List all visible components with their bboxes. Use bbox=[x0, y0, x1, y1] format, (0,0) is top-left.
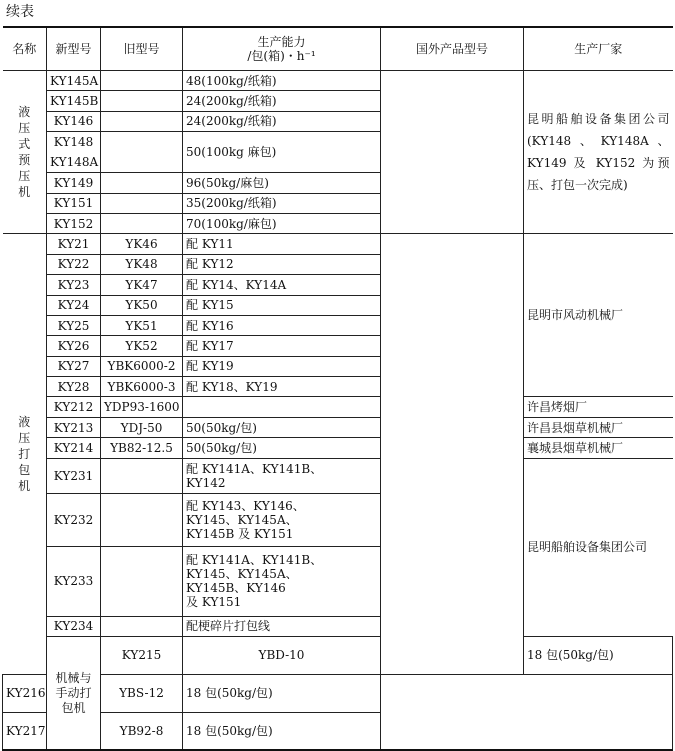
col-header-old-model: 旧型号 bbox=[101, 27, 183, 71]
manufacturer-text: 昆明船舶设备集团公司(KY148、KY148A、KY149 及 KY152 为预压、打包一次完成) bbox=[527, 112, 670, 193]
new-model-cell: KY213 bbox=[47, 417, 101, 437]
old-model-cell bbox=[101, 616, 183, 636]
new-model-cell: KY216 bbox=[3, 674, 47, 712]
header-row bbox=[3, 27, 673, 71]
col-header-manufacturer: 生产厂家 bbox=[524, 27, 673, 71]
capacity-cell: 18 包(50kg/包) bbox=[524, 637, 673, 675]
new-model-cell: KY212 bbox=[47, 397, 101, 417]
new-model-cell: KY145A bbox=[47, 71, 101, 91]
capacity-cell: 35(200kg/纸箱) bbox=[183, 193, 381, 213]
new-model-cell: KY23 bbox=[47, 275, 101, 295]
table-caption: 续表 bbox=[6, 4, 34, 20]
manufacturer-cell: 许昌烤烟厂 bbox=[524, 397, 673, 417]
old-model-cell: YB82-12.5 bbox=[101, 438, 183, 458]
old-model-cell: YK46 bbox=[101, 234, 183, 254]
old-model-cell bbox=[101, 493, 183, 546]
old-model-cell bbox=[101, 213, 183, 233]
capacity-cell: 70(100kg/麻包) bbox=[183, 213, 381, 233]
new-model-cell: KY28 bbox=[47, 377, 101, 397]
old-model-cell: YB92-8 bbox=[101, 712, 183, 750]
capacity-cell: 配 KY143、KY146、 KY145、KY145A、 KY145B 及 KY151 bbox=[183, 493, 381, 546]
col-header-name: 名称 bbox=[3, 27, 47, 71]
capacity-cell: 24(200kg/纸箱) bbox=[183, 91, 381, 111]
group-name: 液压打包机 bbox=[18, 415, 31, 494]
capacity-cell: 配 KY12 bbox=[183, 254, 381, 274]
capacity-cell: 50(100kg 麻包) bbox=[183, 132, 381, 173]
foreign-model-cell bbox=[381, 234, 524, 675]
new-model-cell: KY234 bbox=[47, 616, 101, 636]
old-model-cell bbox=[101, 546, 183, 616]
table-row bbox=[3, 712, 673, 750]
new-model-cell: KY145B bbox=[47, 91, 101, 111]
new-model-cell: KY21 bbox=[47, 234, 101, 254]
table-row bbox=[3, 71, 673, 91]
col-header-new-model: 新型号 bbox=[47, 27, 101, 71]
old-model-cell bbox=[101, 91, 183, 111]
new-model-cell: KY24 bbox=[47, 295, 101, 315]
new-model-cell: KY152 bbox=[47, 213, 101, 233]
old-model-cell: YBK6000-2 bbox=[101, 356, 183, 376]
table-row bbox=[3, 674, 673, 712]
new-model-cell: KY232 bbox=[47, 493, 101, 546]
old-model-cell bbox=[101, 71, 183, 91]
capacity-cell: 配 KY15 bbox=[183, 295, 381, 315]
capacity-cell: 18 包(50kg/包) bbox=[183, 712, 381, 750]
table-row bbox=[3, 458, 673, 493]
capacity-cell: 配 KY18、KY19 bbox=[183, 377, 381, 397]
group-name-cell bbox=[47, 637, 101, 751]
new-model-cell: KY149 bbox=[47, 173, 101, 193]
capacity-header-line1: 生产能力 bbox=[257, 35, 306, 49]
old-model-cell: YBD-10 bbox=[183, 637, 381, 675]
old-model-cell: YBS-12 bbox=[101, 674, 183, 712]
spec-table bbox=[2, 26, 673, 751]
old-model-cell bbox=[101, 132, 183, 173]
col-header-foreign-model: 国外产品型号 bbox=[381, 27, 524, 71]
capacity-cell: 96(50kg/麻包) bbox=[183, 173, 381, 193]
table-row bbox=[3, 438, 673, 458]
old-model-cell bbox=[101, 193, 183, 213]
capacity-cell: 配 KY19 bbox=[183, 356, 381, 376]
old-model-cell: YK47 bbox=[101, 275, 183, 295]
old-model-cell: YK52 bbox=[101, 336, 183, 356]
old-model-cell: YDJ-50 bbox=[101, 417, 183, 437]
capacity-cell bbox=[183, 397, 381, 417]
group-name-cell bbox=[3, 234, 47, 675]
capacity-cell: 50(50kg/包) bbox=[183, 417, 381, 437]
capacity-header-line2: /包(箱)・h⁻¹ bbox=[247, 49, 316, 63]
old-model-cell: YDP93-1600 bbox=[101, 397, 183, 417]
capacity-cell: 18 包(50kg/包) bbox=[183, 674, 381, 712]
manufacturer-cell: 襄城县烟草机械厂 bbox=[524, 438, 673, 458]
capacity-cell: 配 KY11 bbox=[183, 234, 381, 254]
capacity-cell: 配 KY141A、KY141B、 KY142 bbox=[183, 458, 381, 493]
new-model-cell: KY151 bbox=[47, 193, 101, 213]
table-row bbox=[3, 417, 673, 437]
table-row bbox=[3, 234, 673, 254]
capacity-cell: 配 KY14、KY14A bbox=[183, 275, 381, 295]
new-model-cell: KY27 bbox=[47, 356, 101, 376]
group-name: 机械与手动打包机 bbox=[55, 670, 92, 715]
capacity-cell: 48(100kg/纸箱) bbox=[183, 71, 381, 91]
capacity-cell: 24(200kg/纸箱) bbox=[183, 111, 381, 131]
new-model-cell: KY233 bbox=[47, 546, 101, 616]
capacity-cell: 配 KY141A、KY141B、 KY145、KY145A、 KY145B、KY146 及 KY151 bbox=[183, 546, 381, 616]
capacity-cell: 配梗碎片打包线 bbox=[183, 616, 381, 636]
col-header-capacity bbox=[183, 27, 381, 71]
new-model-cell: KY148 KY148A bbox=[47, 132, 101, 173]
manufacturer-cell bbox=[524, 71, 673, 234]
new-model-cell: KY231 bbox=[47, 458, 101, 493]
old-model-cell: YK50 bbox=[101, 295, 183, 315]
old-model-cell bbox=[101, 111, 183, 131]
new-model-cell: KY214 bbox=[47, 438, 101, 458]
capacity-cell: 配 KY17 bbox=[183, 336, 381, 356]
table-row bbox=[3, 397, 673, 417]
capacity-cell: 配 KY16 bbox=[183, 315, 381, 335]
new-model-cell: KY215 bbox=[101, 637, 183, 675]
manufacturer-cell: 昆明船舶设备集团公司 bbox=[524, 458, 673, 636]
old-model-cell: YBK6000-3 bbox=[101, 377, 183, 397]
old-model-cell bbox=[101, 173, 183, 193]
new-model-cell: KY26 bbox=[47, 336, 101, 356]
new-model-cell: KY25 bbox=[47, 315, 101, 335]
old-model-cell: YK48 bbox=[101, 254, 183, 274]
foreign-model-cell bbox=[381, 71, 524, 234]
new-model-cell: KY146 bbox=[47, 111, 101, 131]
table-row bbox=[3, 637, 673, 675]
group-name: 液压式预压机 bbox=[18, 105, 31, 200]
capacity-cell: 50(50kg/包) bbox=[183, 438, 381, 458]
new-model-cell: KY217 bbox=[3, 712, 47, 750]
new-model-cell: KY22 bbox=[47, 254, 101, 274]
manufacturer-cell: 昆明市风动机械厂 bbox=[524, 234, 673, 397]
old-model-cell bbox=[101, 458, 183, 493]
manufacturer-cell: 许昌县烟草机械厂 bbox=[524, 417, 673, 437]
old-model-cell: YK51 bbox=[101, 315, 183, 335]
group-name-cell bbox=[3, 71, 47, 234]
